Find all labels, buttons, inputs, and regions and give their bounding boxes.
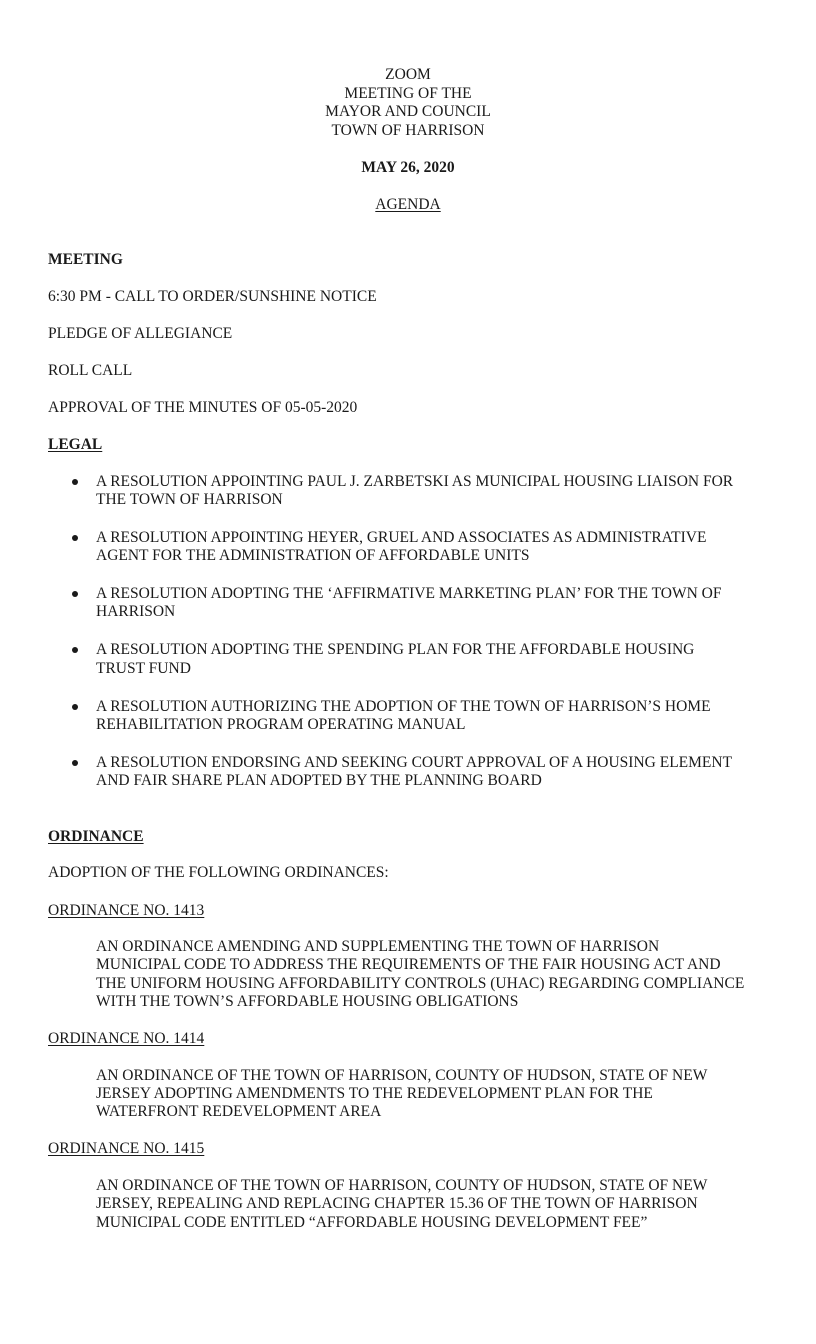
ordinance-number: ORDINANCE NO. 1414 (48, 1030, 205, 1047)
ordinance-description-line: THE UNIFORM HOUSING AFFORDABILITY CONTROLS (UHAC) REGARDING COMPLIANCE (96, 975, 745, 992)
ordinance-number: ORDINANCE NO. 1413 (48, 902, 205, 919)
resolution-line-2: AGENT FOR THE ADMINISTRATION OF AFFORDABLE UNITS (96, 547, 530, 564)
ordinance-intro: ADOPTION OF THE FOLLOWING ORDINANCES: (48, 864, 389, 881)
ordinance-description-line: WATERFRONT REDEVELOPMENT AREA (96, 1103, 382, 1120)
bullet-icon (72, 591, 78, 597)
ordinance-description-line: MUNICIPAL CODE ENTITLED “AFFORDABLE HOUSING DEVELOPMENT FEE” (96, 1214, 648, 1231)
agenda-item-call-to-order: 6:30 PM - CALL TO ORDER/SUNSHINE NOTICE (48, 288, 377, 305)
resolution-line-1: A RESOLUTION ENDORSING AND SEEKING COURT APPROVAL OF A HOUSING ELEMENT (96, 754, 733, 771)
bullet-icon (72, 760, 78, 766)
bullet-icon (72, 704, 78, 710)
resolution-line-1: A RESOLUTION APPOINTING PAUL J. ZARBETSKI AS MUNICIPAL HOUSING LIAISON FOR (96, 473, 734, 490)
agenda-item-roll-call: ROLL CALL (48, 362, 133, 379)
section-heading-ordinance: ORDINANCE (48, 828, 144, 845)
resolution-line-1: A RESOLUTION APPOINTING HEYER, GRUEL AND ASSOCIATES AS ADMINISTRATIVE (96, 529, 707, 546)
header-line-town: TOWN OF HARRISON (331, 122, 485, 139)
ordinance-description-line: WITH THE TOWN’S AFFORDABLE HOUSING OBLIGATIONS (96, 993, 519, 1010)
ordinance-description-line: AN ORDINANCE OF THE TOWN OF HARRISON, COUNTY OF HUDSON, STATE OF NEW (96, 1067, 708, 1084)
resolution-line-1: A RESOLUTION AUTHORIZING THE ADOPTION OF THE TOWN OF HARRISON’S HOME (96, 698, 711, 715)
bullet-icon (72, 479, 78, 485)
header-line-meeting-of: MEETING OF THE (344, 85, 472, 102)
agenda-item-approval-minutes: APPROVAL OF THE MINUTES OF 05-05-2020 (48, 399, 358, 416)
ordinance-number: ORDINANCE NO. 1415 (48, 1140, 205, 1157)
resolution-line-2: REHABILITATION PROGRAM OPERATING MANUAL (96, 716, 466, 733)
header-line-zoom: ZOOM (385, 66, 431, 83)
ordinance-description-line: MUNICIPAL CODE TO ADDRESS THE REQUIREMENTS OF THE FAIR HOUSING ACT AND (96, 956, 721, 973)
bullet-icon (72, 647, 78, 653)
meeting-date: MAY 26, 2020 (361, 159, 455, 176)
resolution-line-2: THE TOWN OF HARRISON (96, 491, 283, 508)
resolution-line-2: AND FAIR SHARE PLAN ADOPTED BY THE PLANNING BOARD (96, 772, 542, 789)
resolution-line-1: A RESOLUTION ADOPTING THE SPENDING PLAN FOR THE AFFORDABLE HOUSING (96, 641, 695, 658)
ordinance-description-line: JERSEY, REPEALING AND REPLACING CHAPTER 15.36 OF THE TOWN OF HARRISON (96, 1195, 698, 1212)
ordinance-description-line: AN ORDINANCE OF THE TOWN OF HARRISON, COUNTY OF HUDSON, STATE OF NEW (96, 1177, 708, 1194)
resolution-line-1: A RESOLUTION ADOPTING THE ‘AFFIRMATIVE MARKETING PLAN’ FOR THE TOWN OF (96, 585, 722, 602)
resolution-line-2: TRUST FUND (96, 660, 191, 677)
agenda-title (0, 196, 816, 215)
resolution-line-2: HARRISON (96, 603, 176, 620)
ordinance-description-line: AN ORDINANCE AMENDING AND SUPPLEMENTING THE TOWN OF HARRISON (96, 938, 660, 955)
agenda-item-pledge: PLEDGE OF ALLEGIANCE (48, 325, 233, 342)
bullet-icon (72, 535, 78, 541)
agenda-label: AGENDA (375, 196, 441, 213)
section-heading-meeting: MEETING (48, 251, 123, 268)
section-heading-legal: LEGAL (48, 436, 103, 453)
ordinance-description-line: JERSEY ADOPTING AMENDMENTS TO THE REDEVELOPMENT PLAN FOR THE (96, 1085, 653, 1102)
header-line-mayor-council: MAYOR AND COUNCIL (325, 103, 491, 120)
